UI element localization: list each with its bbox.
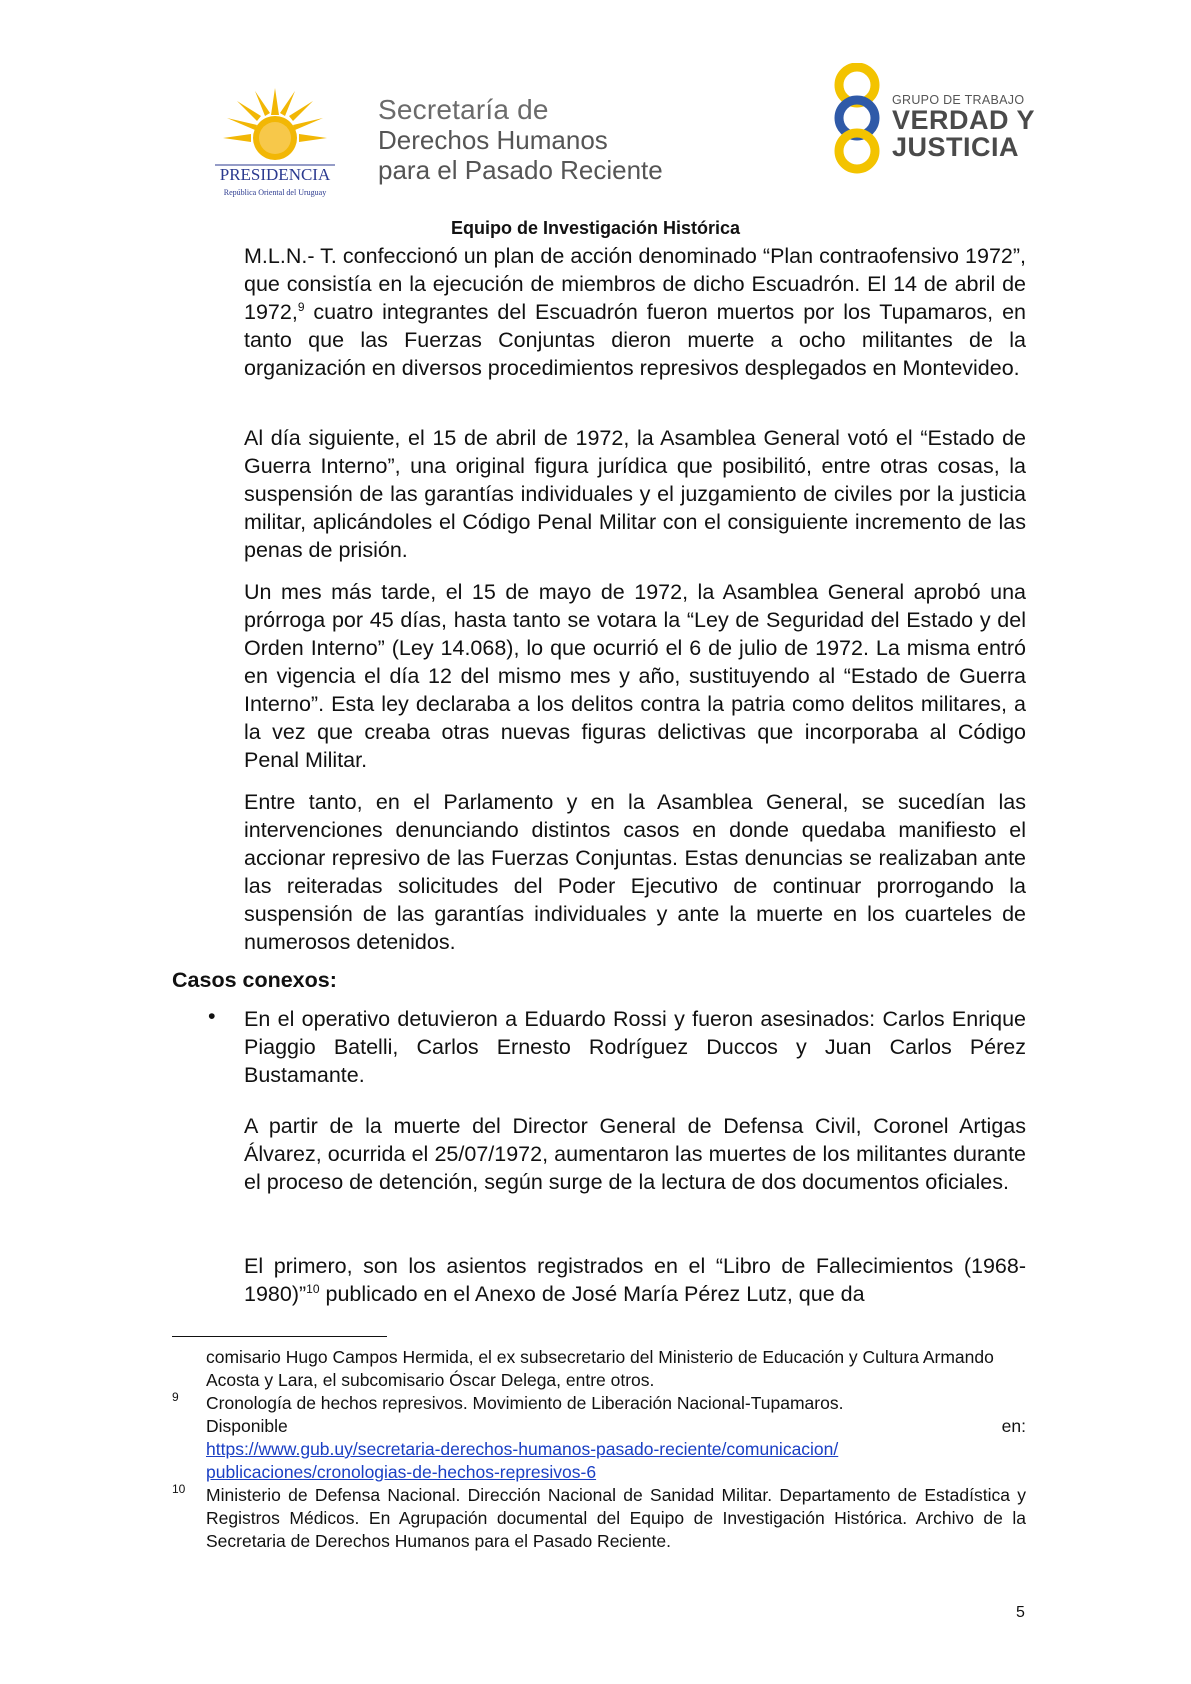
paragraph-1 — [244, 242, 1026, 382]
footnote-9-number: 9 — [172, 1390, 179, 1404]
secretaria-logo-text — [378, 95, 663, 185]
footnote-10-number: 10 — [172, 1482, 186, 1496]
footnote-9-link-line2[interactable]: publicaciones/cronologias-de-hechos-represivos-6 — [206, 1462, 597, 1482]
secretaria-line3: para el Pasado Reciente — [378, 155, 663, 185]
footnote-ref-9: 9 — [297, 299, 305, 314]
team-title: Equipo de Investigación Histórica — [450, 218, 741, 238]
secretaria-line2: Derechos Humanos — [378, 125, 608, 155]
paragraph-6 — [244, 1252, 1026, 1308]
chain-rings-icon — [812, 63, 902, 193]
paragraph-5: A partir de la muerte del Director General de Defensa Civil, Coronel Artigas Álvarez, ocurrida el 25/07/1972, aumentaron las muertes de los militantes durante el proceso de detención, según surge de la lectura de dos documentos oficiales. — [244, 1114, 1026, 1194]
footnote-10: Ministerio de Defensa Nacional. Dirección Nacional de Sanidad Militar. Departamento de Estadística y Registros Médicos. En Agrupación documental del Equipo de Investigación Histórica. Archivo de la Secretaria de Derechos Humanos para el Pasado Reciente. — [206, 1485, 1026, 1551]
footnote-9 — [206, 1392, 1026, 1484]
justicia-label: JUSTICIA — [892, 132, 1020, 162]
presidencia-subtext: República Oriental del Uruguay — [223, 188, 327, 197]
paragraph-1-a: M.L.N.- T. confeccionó un plan de acción denominado “Plan contraofensivo 1972”, que consistía en la ejecución de miembros de dicho Escuadrón. El 14 de abril de 1972, — [244, 244, 1026, 324]
bullet-icon: • — [208, 1004, 216, 1028]
footnote-9-available-line — [206, 1415, 1026, 1438]
section-heading: Casos conexos: — [172, 968, 337, 992]
footnote-9-link-line1[interactable]: https://www.gub.uy/secretaria-derechos-humanos-pasado-reciente/comunicacion/ — [206, 1439, 839, 1459]
paragraph-3: Un mes más tarde, el 15 de mayo de 1972, la Asamblea General aprobó una prórroga por 45 días, hasta tanto se votara la “Ley de Seguridad del Estado y del Orden Interno” (Ley 14.068), lo que ocurrió el 6 de julio de 1972. La misma entró en vigencia el día 12 del mismo mes y año, sustituyendo al “Estado de Guerra Interno”. Esta ley declaraba a los delitos contra la patria como delitos militares, a la vez que creaba otras nuevas figuras delictivas que incorporaba al Código Penal Militar. — [244, 580, 1026, 772]
footnote-9-text: Cronología de hechos represivos. Movimiento de Liberación Nacional-Tupamaros. — [206, 1393, 844, 1413]
verdad-label: VERDAD Y — [892, 105, 1036, 135]
sun-icon — [195, 83, 355, 213]
paragraph-2: Al día siguiente, el 15 de abril de 1972, la Asamblea General votó el “Estado de Guerra Interno”, una original figura jurídica que posibilitó, entre otras cosas, la suspensión de las garantías individuales y el juzgamiento de civiles por la justicia militar, aplicándoles el Código Penal Militar con el consiguiente incremento de las penas de prisión. — [244, 426, 1026, 562]
page-header — [0, 55, 1191, 205]
grupo-trabajo-label: GRUPO DE TRABAJO — [892, 93, 1025, 107]
paragraph-6-a: El primero, son los asientos registrados en el “Libro de Fallecimientos (1968-1980)” — [244, 1254, 1026, 1306]
presidencia-logo — [195, 83, 355, 213]
footnote-9-disponible: Disponible — [206, 1416, 288, 1436]
paragraph-4: Entre tanto, en el Parlamento y en la Asamblea General, se sucedían las intervenciones denunciando distintos casos en donde quedaba manifiesto el accionar represivo de las Fuerzas Conjuntas. Estas denuncias se realizaban ante las reiteradas solicitudes del Poder Ejecutivo de continuar prorrogando la suspensión de las garantías individuales y ante la muerte en los cuarteles de numerosos detenidos. — [244, 790, 1026, 954]
secretaria-line1: Secretaría de — [378, 94, 549, 125]
verdad-justicia-text — [892, 93, 1035, 161]
presidencia-text: PRESIDENCIA — [219, 165, 331, 184]
footnote-divider — [172, 1336, 387, 1337]
paragraph-1-b: cuatro integrantes del Escuadrón fueron muertos por los Tupamaros, en tanto que las Fuerzas Conjuntas dieron muerte a ocho militantes de la organización en diversos procedimientos represivos desplegados en Montevideo. — [244, 300, 1026, 380]
footnote-9-en: en: — [1001, 1416, 1026, 1436]
bullet-item-1: En el operativo detuvieron a Eduardo Rossi y fueron asesinados: Carlos Enrique Piaggio Batelli, Carlos Ernesto Rodríguez Duccos y Juan Carlos Pérez Bustamante. — [244, 1007, 1026, 1087]
page-number: 5 — [1016, 1604, 1025, 1621]
paragraph-6-b: publicado en el Anexo de José María Pérez Lutz, que da — [319, 1282, 865, 1306]
footnote-continuation: comisario Hugo Campos Hermida, el ex subsecretario del Ministerio de Educación y Cultura Armando Acosta y Lara, el subcomisario Óscar Delega, entre otros. — [206, 1347, 994, 1390]
footnote-ref-10: 10 — [306, 1281, 320, 1296]
